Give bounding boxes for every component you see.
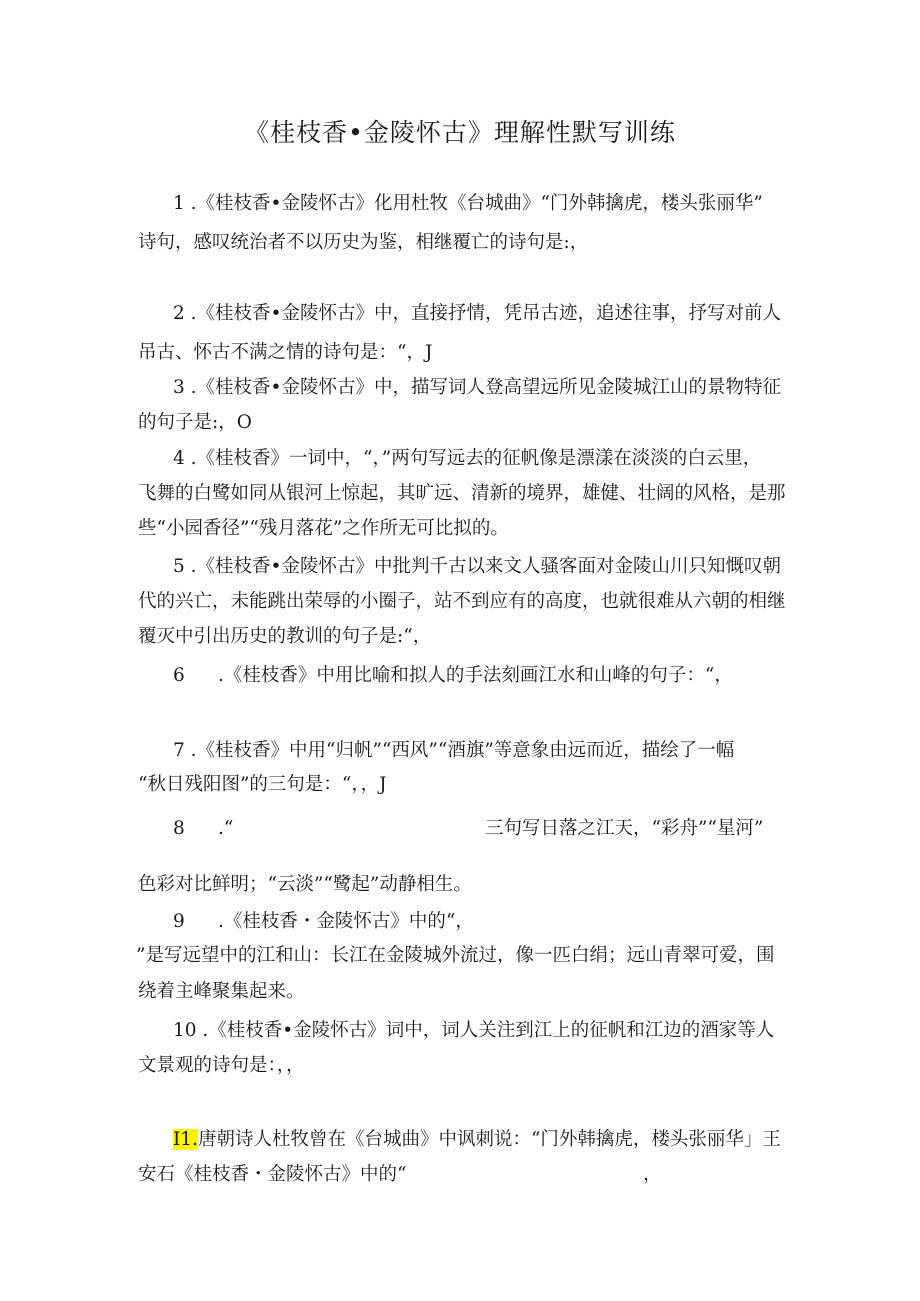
question-9-line-3: 绕着主峰聚集起来。	[138, 981, 305, 1002]
question-9-text: .《桂枝香・金陵怀古》中的“，	[218, 911, 474, 932]
question-4-line-2: 飞舞的白鹭如同从银河上惊起，其旷远、清新的境界，雄健、壮阔的风格，是那	[138, 483, 786, 504]
question-11-line-1	[173, 1128, 781, 1152]
question-8-quote-open: .“	[218, 818, 234, 839]
question-11-comma: ，	[643, 1164, 662, 1185]
question-1-line-2: 诗句，感叹统治者不以历史为鉴，相继覆亡的诗句是:，	[138, 232, 589, 253]
question-2-line-2: 吊古、怀古不满之情的诗句是：“，J	[138, 342, 433, 363]
question-5-line-2: 代的兴亡，未能跳出荣辱的小圈子，站不到应有的高度，也就很难从六朝的相继	[138, 591, 786, 612]
question-5-line-3: 覆灭中引出历史的教训的句子是:“，	[138, 626, 432, 647]
question-8-text: 三句写日落之江天，“彩舟”“星河”	[485, 818, 764, 839]
question-5-line-1: 5 .《桂枝香•金陵怀古》中批判千古以来文人骚客面对金陵山川只知慨叹朝	[173, 556, 781, 577]
question-8-number: 8	[173, 818, 185, 839]
question-9-number: 9	[173, 911, 185, 932]
question-4-line-3: 些“小园香径”“残月落花”之作所无可比拟的。	[138, 518, 509, 539]
question-6-text: .《桂枝香》中用比喻和拟人的手法刻画江水和山峰的句子：“，	[218, 665, 733, 686]
question-4-line-1: 4 .《桂枝香》一词中，“，”两句写远去的征帆像是漂漾在淡淡的白云里，	[173, 448, 762, 469]
question-7-line-1: 7 .《桂枝香》中用“归帆”“西风”“酒旗”等意象由远而近，描绘了一幅	[173, 740, 735, 761]
question-3-line-2: 的句子是:，O	[138, 412, 252, 433]
question-11-number-highlight: I1.	[173, 1129, 198, 1150]
question-11-line-2: 安石《桂枝香・金陵怀古》中的“	[138, 1164, 407, 1185]
question-10-line-2: 文景观的诗句是：，，	[138, 1055, 305, 1076]
question-3-line-1: 3 .《桂枝香•金陵怀古》中，描写词人登高望远所见金陵城江山的景物特征	[173, 377, 781, 398]
question-9-line-2: ”是写远望中的江和山：长江在金陵城外流过，像一匹白绢；远山青翠可爱，围	[136, 945, 775, 966]
question-7-line-2: “秋日残阳图”的三句是：“，，J	[138, 774, 387, 795]
question-2-line-1: 2 .《桂枝香•金陵怀古》中，直接抒情，凭吊古迹，追述往事，抒写对前人	[173, 303, 781, 324]
question-1-line-1: 1 .《桂枝香•金陵怀古》化用杜牧《台城曲》“门外韩擒虎，楼头张丽华”	[173, 193, 763, 214]
question-8-line-2: 色彩对比鲜明；“云淡”“鹭起”动静相生。	[138, 874, 472, 895]
question-10-line-1: 10 .《桂枝香•金陵怀古》词中，词人关注到江上的征帆和江边的酒家等人	[173, 1020, 775, 1041]
question-6-number: 6	[173, 665, 185, 686]
page-title: 《桂枝香•金陵怀古》理解性默写训练	[244, 118, 676, 147]
question-11-text: 唐朝诗人杜牧曾在《台城曲》中讽刺说：“门外韩擒虎，楼头张丽华」王	[197, 1129, 781, 1150]
